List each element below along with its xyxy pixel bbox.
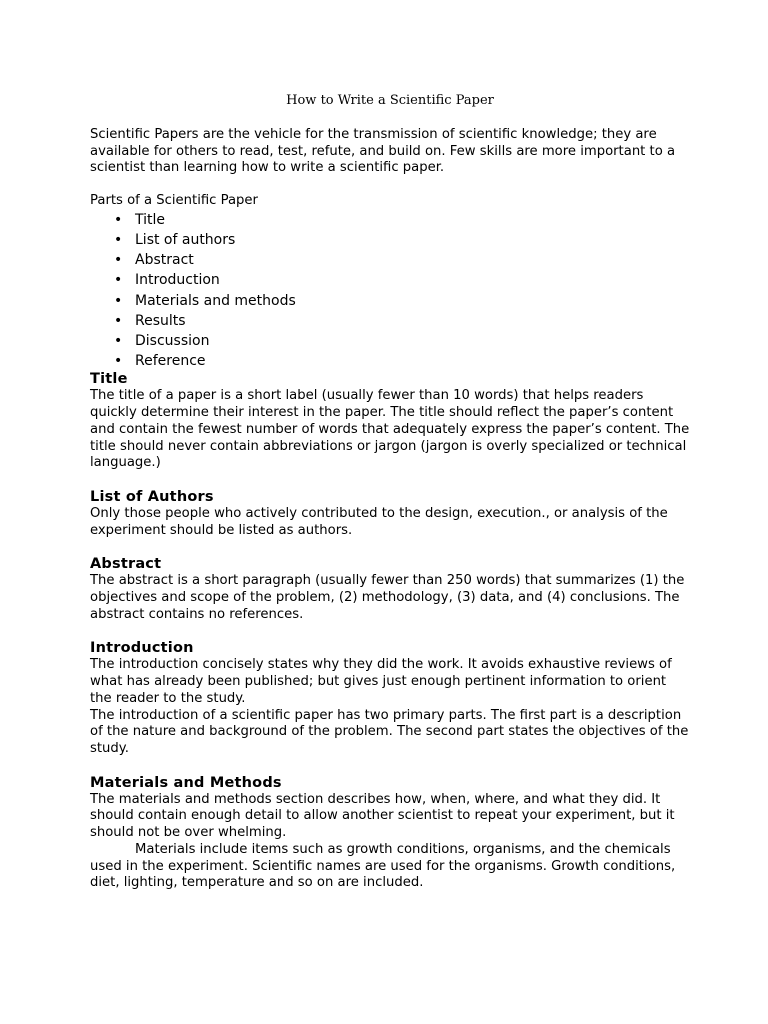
list-item-label: Results <box>135 312 186 329</box>
list-item <box>90 351 690 371</box>
list-item <box>90 250 690 270</box>
list-item <box>90 210 690 230</box>
list-item <box>90 291 690 311</box>
section-heading: Abstract <box>90 556 162 573</box>
bullet-icon: • <box>114 353 123 370</box>
list-item-label: List of authors <box>135 232 236 249</box>
section-paragraph: The title of a paper is a short label (usually fewer than 10 words) that helps readers quickly determine their interest in the paper. The title should reflect the paper’s content and contain the fewest number of words that adequately express the paper’s content. The title should never contain abbreviations or jargon (jargon is overly specialized or technical language.) <box>90 388 690 471</box>
section-paragraph: The abstract is a short paragraph (usually fewer than 250 words) that summarizes (1) the objectives and scope of the problem, (2) methodology, (3) data, and (4) conclusions. The abstract contains no references. <box>90 573 685 622</box>
document-body <box>90 93 690 908</box>
parts-caption: Parts of a Scientific Paper <box>90 193 258 209</box>
bullet-icon: • <box>114 252 123 269</box>
section-paragraph: The materials and methods section describes how, when, where, and what they did. It should contain enough detail to allow another scientist to repeat your experiment, but it should not be over whelming. <box>90 791 675 841</box>
section-paragraph: The introduction of a scientific paper has two primary parts. The first part is a description of the nature and background of the problem. The second part states the objectives of the study. <box>90 707 689 756</box>
list-item-label: Abstract <box>135 252 194 269</box>
section-paragraph: The introduction concisely states why they did the work. It avoids exhaustive reviews of what has already been published; but gives just enough pertinent information to orient the reader to the study. <box>90 657 672 706</box>
bullet-icon: • <box>114 272 123 289</box>
section-authors <box>90 488 690 539</box>
list-item-label: Introduction <box>135 272 220 289</box>
section-introduction <box>90 639 690 757</box>
list-item-label: Reference <box>135 353 206 370</box>
list-item <box>90 270 690 290</box>
section-heading: Title <box>90 371 128 388</box>
list-item <box>90 311 690 331</box>
list-item-label: Discussion <box>135 333 210 350</box>
bullet-icon: • <box>114 211 123 228</box>
section-paragraph: Materials include items such as growth conditions, organisms, and the chemicals used in the experiment. Scientific names are used for the organisms. Growth conditions, diet, lighting, temperature and so on are included. <box>90 841 676 891</box>
bullet-icon: • <box>114 232 123 249</box>
section-title <box>90 370 690 472</box>
document-title: How to Write a Scientific Paper <box>286 93 494 108</box>
parts-list <box>90 210 690 372</box>
section-materials-methods <box>90 774 690 892</box>
list-item <box>90 331 690 351</box>
section-heading: Materials and Methods <box>90 774 282 791</box>
bullet-icon: • <box>114 292 123 309</box>
bullet-icon: • <box>114 312 123 329</box>
intro-paragraph: Scientific Papers are the vehicle for the transmission of scientific knowledge; they are available for others to read, test, refute, and build on. Few skills are more important to a scientist than learning how to write a scientific paper. <box>90 127 676 176</box>
list-item-label: Title <box>135 211 166 228</box>
section-abstract <box>90 555 690 623</box>
section-heading: List of Authors <box>90 488 214 505</box>
section-paragraph: Only those people who actively contributed to the design, execution., or analysis of the experiment should be listed as authors. <box>90 505 668 538</box>
bullet-icon: • <box>114 333 123 350</box>
list-item <box>90 230 690 250</box>
list-item-label: Materials and methods <box>135 292 296 309</box>
section-heading: Introduction <box>90 640 194 657</box>
